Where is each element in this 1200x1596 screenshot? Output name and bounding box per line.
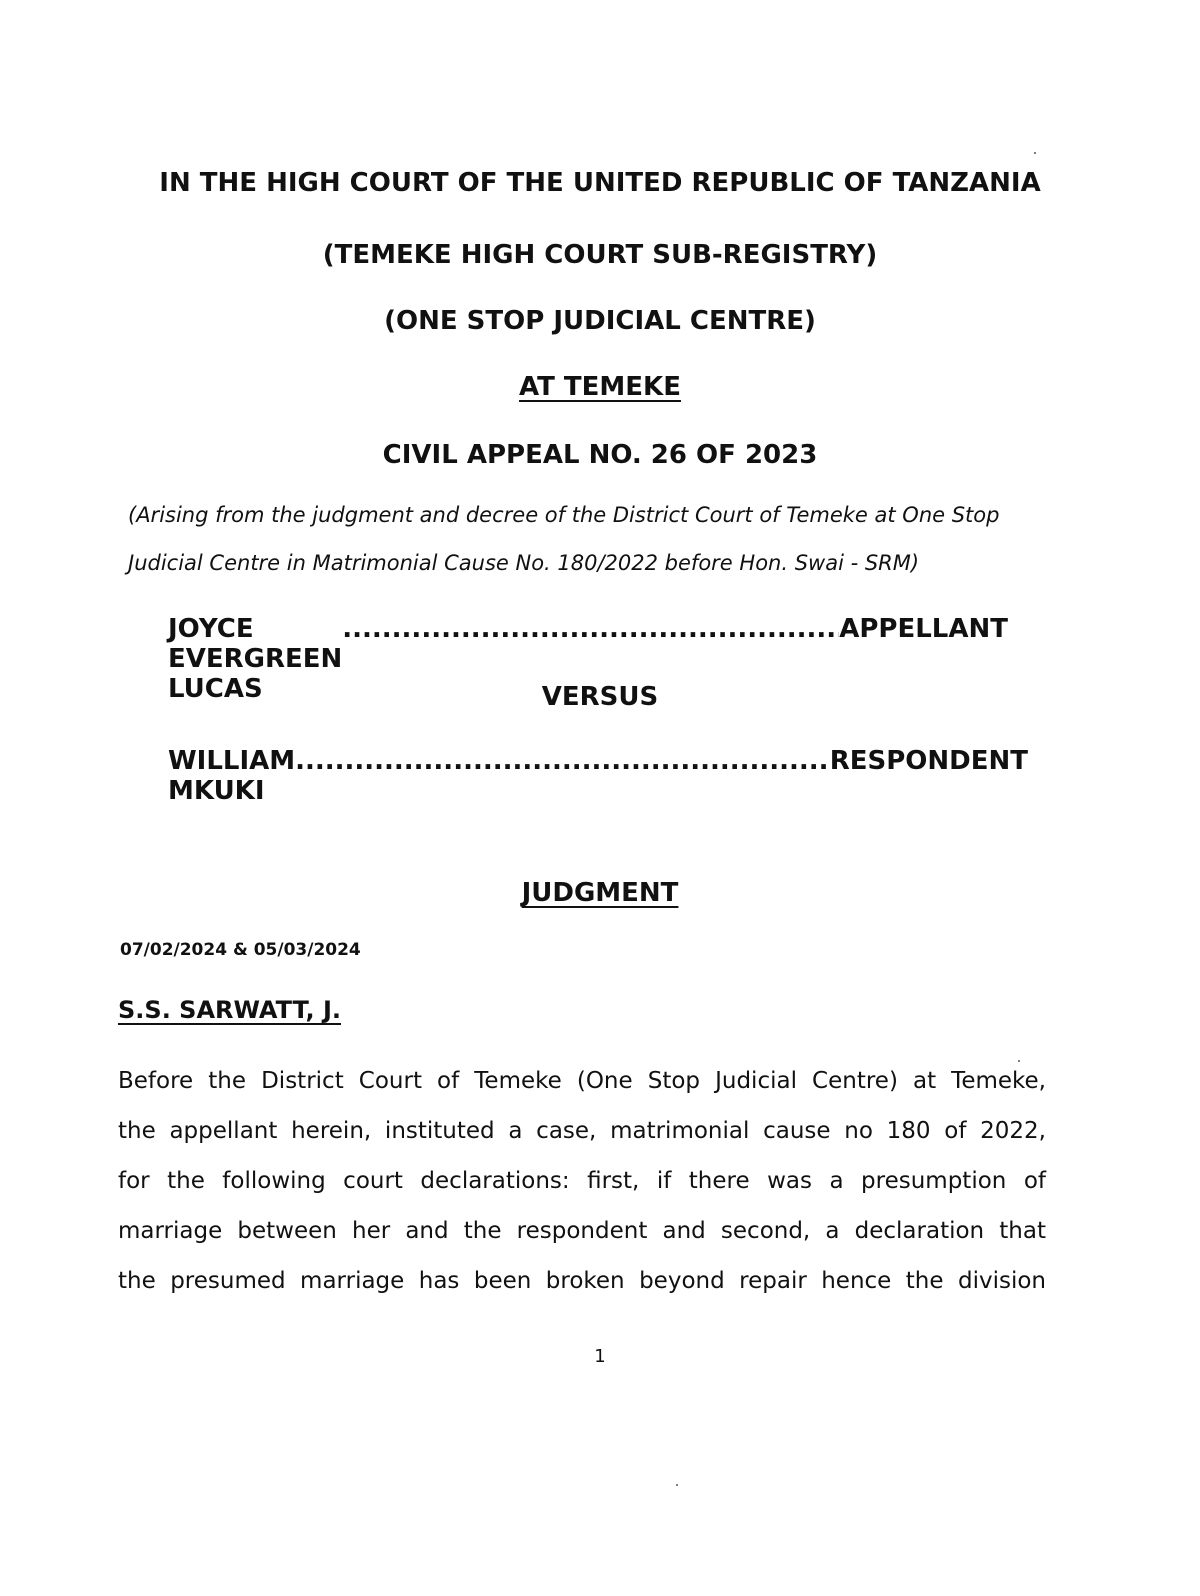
judgment-title: JUDGMENT xyxy=(521,878,679,908)
judgment-dates: 07/02/2024 & 05/03/2024 xyxy=(120,940,361,960)
body-line: marriage between her and the respondent and second, a declaration that xyxy=(118,1218,1046,1244)
respondent-role: RESPONDENT xyxy=(829,746,1028,776)
respondent-line xyxy=(168,746,1028,806)
body-line: the presumed marriage has been broken beyond repair hence the division xyxy=(118,1268,1046,1294)
registry-title: (TEMEKE HIGH COURT SUB-REGISTRY) xyxy=(322,240,878,270)
judgment-heading xyxy=(0,878,1200,908)
judgment-body xyxy=(118,1056,1046,1306)
scan-speck xyxy=(676,1484,678,1486)
arising-note-line-1: (Arising from the judgment and decree of the District Court of Temeke at One Stop xyxy=(128,503,1000,527)
leader-dots xyxy=(295,746,830,776)
location-text: AT TEMEKE xyxy=(519,372,681,402)
body-line: for the following court declarations: first, if there was a presumption of xyxy=(118,1168,1046,1194)
arising-note-line-2: Judicial Centre in Matrimonial Cause No. 180/2022 before Hon. Swai - SRM) xyxy=(128,551,920,575)
location-title xyxy=(0,372,1200,402)
appellant-name: JOYCE EVERGREEN LUCAS xyxy=(168,614,343,704)
respondent-name: WILLIAM MKUKI xyxy=(168,746,296,806)
court-title: IN THE HIGH COURT OF THE UNITED REPUBLIC OF TANZANIA xyxy=(159,168,1041,198)
scan-speck xyxy=(1018,1060,1020,1062)
body-line: Before the District Court of Temeke (One Stop Judicial Centre) at Temeke, xyxy=(118,1068,1046,1094)
appellant-role: APPELLANT xyxy=(839,614,1008,644)
centre-title: (ONE STOP JUDICIAL CENTRE) xyxy=(384,306,816,336)
judge-name: S.S. SARWATT, J. xyxy=(118,996,341,1024)
scan-speck xyxy=(1034,152,1036,154)
leader-dots xyxy=(342,614,839,644)
body-line: the appellant herein, instituted a case, matrimonial cause no 180 of 2022, xyxy=(118,1118,1046,1144)
versus-label: VERSUS xyxy=(541,682,659,712)
case-number: CIVIL APPEAL NO. 26 OF 2023 xyxy=(382,440,818,470)
page-number: 1 xyxy=(594,1346,606,1367)
